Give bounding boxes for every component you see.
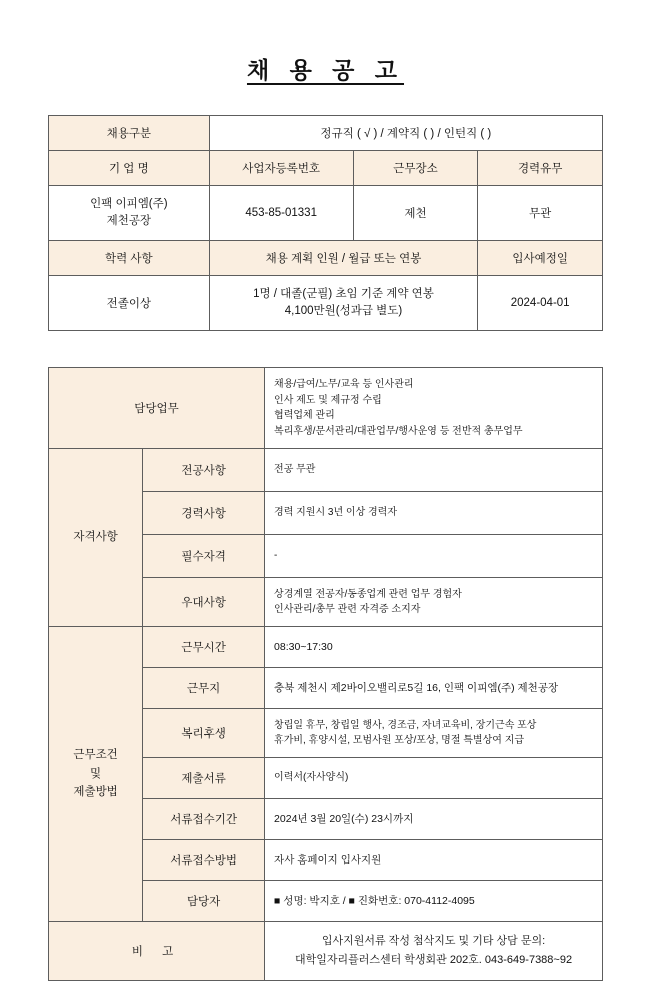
start-date-header: 입사예정일 <box>478 241 603 276</box>
remarks-line: 대학일자리플러스센터 학생회관 202호. 043-649-7388~92 <box>294 954 573 966</box>
table-row <box>49 116 603 151</box>
work-location-value: 제천 <box>353 186 478 241</box>
submission-method-line: 자사 홈페이지 입사지원 <box>274 853 382 866</box>
business-number-value: 453-85-01331 <box>209 186 353 241</box>
document-page <box>0 52 651 972</box>
education-header: 학력 사항 <box>49 241 210 276</box>
career-value <box>265 492 603 535</box>
submission-method-label: 서류접수방법 <box>143 840 265 881</box>
headcount-salary-value <box>209 276 478 331</box>
workplace-label: 근무지 <box>143 668 265 709</box>
deadline-line: 2024년 3월 20일(수) 23시까지 <box>274 812 414 825</box>
duties-value <box>265 368 603 449</box>
qualification-group-label: 자격사항 <box>49 449 143 627</box>
table-row <box>49 627 603 668</box>
preference-label: 우대사항 <box>143 578 265 627</box>
experience-value: 무관 <box>478 186 603 241</box>
remarks-line: 입사지원서류 작성 첨삭지도 및 기타 상담 문의: <box>321 935 546 948</box>
career-line: 경력 지원시 3년 이상 경력자 <box>274 507 397 519</box>
work-hours-value <box>265 627 603 668</box>
required-license-value <box>265 535 603 578</box>
business-number-header: 사업자등록번호 <box>209 151 353 186</box>
duties-line: 채용/급여/노무/교육 등 인사관리 <box>274 379 414 390</box>
submission-method-value <box>265 840 603 881</box>
benefits-line: 창립일 휴무, 창립일 행사, 경조금, 자녀교육비, 장기근속 포상 <box>274 719 537 731</box>
duties-line: 협력업체 관리 <box>274 410 335 421</box>
documents-label: 제출서류 <box>143 758 265 799</box>
remarks-value <box>265 922 603 981</box>
work-location-header: 근무장소 <box>353 151 478 186</box>
duties-line: 복리후생/문서관리/대관업무/행사운영 등 전반적 총무업무 <box>274 425 523 437</box>
work-hours-line: 08:30~17:30 <box>274 640 333 653</box>
conditions-group-label-line: 근무조건 <box>73 749 118 762</box>
education-value: 전졸이상 <box>49 276 210 331</box>
detail-table <box>48 367 603 981</box>
required-license-line: - <box>274 550 278 562</box>
duties-line: 인사 제도 및 제규정 수립 <box>274 394 382 406</box>
table-row <box>49 241 603 276</box>
conditions-group-label-line: 및 <box>90 767 102 780</box>
workplace-line: 충북 제천시 제2바이오밸리로5길 16, 인팩 이피엠(주) 제천공장 <box>274 681 559 694</box>
table-row <box>49 449 603 492</box>
company-name-line1: 인팩 이피엠(주) <box>90 197 168 210</box>
conditions-group-label <box>49 627 143 922</box>
contact-person-value <box>265 881 603 922</box>
documents-line: 이력서(자사양식) <box>274 772 349 784</box>
headcount-salary-line1: 1명 / 대졸(군필) 초임 기준 계약 연봉 <box>253 287 434 300</box>
major-label: 전공사항 <box>143 449 265 492</box>
benefits-line: 휴가비, 휴양시설, 모범사원 포상/포상, 명절 특별상여 지급 <box>274 735 525 746</box>
start-date-value: 2024-04-01 <box>478 276 603 331</box>
table-row <box>49 151 603 186</box>
contact-person-line: ■ 성명: 박지호 / ■ 진화번호: 070-4112-4095 <box>274 894 475 907</box>
work-hours-label: 근무시간 <box>143 627 265 668</box>
major-value <box>265 449 603 492</box>
deadline-label: 서류접수기간 <box>143 799 265 840</box>
table-row <box>49 186 603 241</box>
contact-person-label: 담당자 <box>143 881 265 922</box>
career-label: 경력사항 <box>143 492 265 535</box>
table-row <box>49 922 603 981</box>
company-value <box>49 186 210 241</box>
table-row <box>49 368 603 449</box>
company-name-line2: 제천공장 <box>106 215 152 227</box>
employment-type-value: 정규직 ( √ ) / 계약직 ( ) / 인턴직 ( ) <box>209 116 602 151</box>
major-line: 전공 무관 <box>274 464 316 476</box>
remarks-label: 비 고 <box>49 922 265 981</box>
employment-type-label: 채용구분 <box>49 116 210 151</box>
conditions-group-label-line: 제출방법 <box>73 786 118 799</box>
headcount-salary-header: 채용 계획 인원 / 월급 또는 연봉 <box>209 241 478 276</box>
duties-label: 담당업무 <box>49 368 265 449</box>
benefits-value <box>265 709 603 758</box>
preference-line: 상경계열 전공자/동종업계 관련 업무 경험자 <box>274 588 462 600</box>
documents-value <box>265 758 603 799</box>
preference-value <box>265 578 603 627</box>
required-license-label: 필수자격 <box>143 535 265 578</box>
page-title: 채 용 공 고 <box>246 57 405 83</box>
workplace-value <box>265 668 603 709</box>
headcount-salary-line2: 4,100만원(성과급 별도) <box>284 305 403 317</box>
experience-header: 경력유무 <box>478 151 603 186</box>
preference-line: 인사관리/총무 관련 자격증 소지자 <box>274 604 421 615</box>
summary-table <box>48 115 603 331</box>
company-header: 기 업 명 <box>49 151 210 186</box>
benefits-label: 복리후생 <box>143 709 265 758</box>
deadline-value <box>265 799 603 840</box>
table-row <box>49 276 603 331</box>
